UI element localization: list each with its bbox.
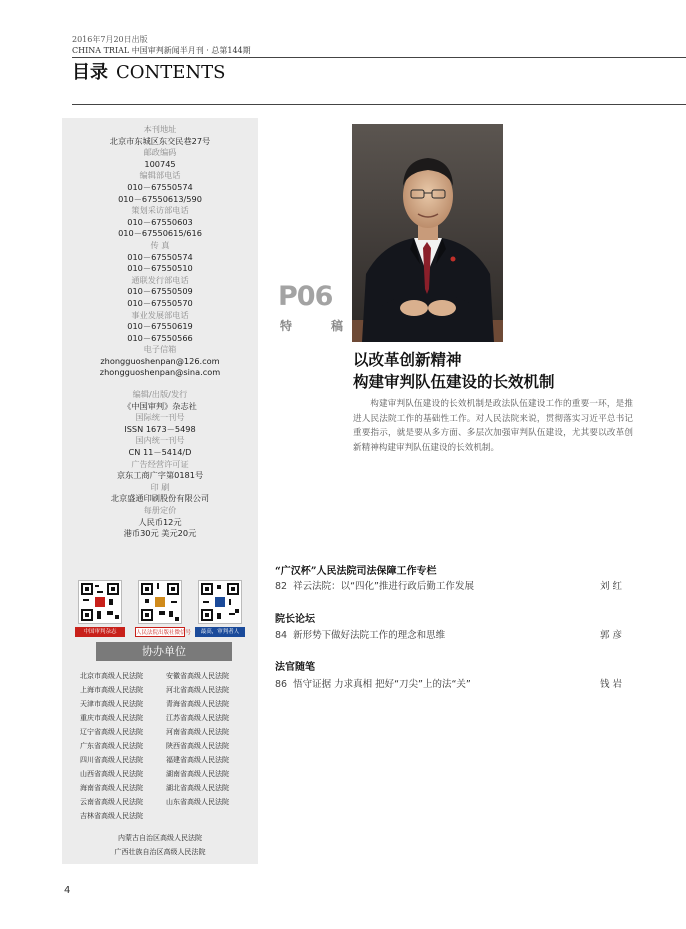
qr-code[interactable] [78,580,122,624]
info-value: 010－67550510 [127,263,193,274]
info-value: 010－67550574 [127,251,193,262]
qr-pattern-icon [79,581,121,623]
masthead-sidebar [62,118,258,864]
court-name: 山东省高级人民法院 [166,798,229,806]
info-label: 策划采访部电话 [131,205,189,216]
court-name: 内蒙古自治区高级人民法院 [118,834,202,842]
court-name: 北京市高级人民法院 [80,672,143,680]
court-list-extra [62,832,258,859]
masthead-info [62,124,258,540]
court-name: 辽宁省高级人民法院 [80,728,143,736]
court-name: 云南省高级人民法院 [80,798,143,806]
info-value: 010－67550570 [127,297,193,308]
qr-caption: 最高，审判者人 [195,627,245,637]
feature-summary: 构建审判队伍建设的长效机制是政法队伍建设工作的重要一环，是推进人民法院工作的基础性工作。对人民法院来说，贯彻落实习近平总书记重要指示，就是要从多方面、多层次加强审判队伍建设，尤其要以改革创新精神构建审判队伍建设的长效机制。 [353,399,633,453]
qr-caption: 中国审判杂志 [75,627,125,637]
toc-page-number: 86 [275,679,288,690]
toc-entry-title: 新形势下做好法院工作的理念和思维 [293,630,446,641]
pub-value: 人民币12元 [138,516,182,527]
contents-heading-cn: 目录 [72,62,108,83]
toc-entry-author: 郭 彦 [599,630,622,641]
toc-page-number: 82 [275,581,288,592]
court-name: 山西省高级人民法院 [80,770,143,778]
pub-value: CN 11－5414/D [128,447,192,458]
court-name: 陕西省高级人民法院 [166,742,229,750]
qr-caption: 人民法院出版社微信号 [135,627,185,637]
pub-label: 每册定价 [143,505,177,515]
qr-code[interactable] [138,580,182,624]
toc-section-heading: “广汉杯”人民法院司法保障工作专栏 [275,566,437,577]
pub-value: 港币30元 美元20元 [123,528,197,539]
info-label: 邮政编码 [143,147,177,158]
info-value: 010－67550574 [127,181,193,192]
qr-code-row [78,580,242,644]
court-name: 湖北省高级人民法院 [166,784,229,792]
toc-entry[interactable] [275,627,622,641]
pub-value: 北京盛通印刷股份有限公司 [110,493,210,504]
toc-entry[interactable] [275,578,622,592]
pub-value: ISSN 1673－5498 [124,423,196,434]
info-value: 010－67550566 [127,332,193,343]
court-name: 河北省高级人民法院 [166,686,229,694]
toc-entry-author: 钱 岩 [599,679,622,690]
court-name: 重庆市高级人民法院 [80,714,143,722]
toc-section-heading: 法官随笔 [275,662,315,673]
info-label: 事业发展部电话 [131,309,189,320]
pub-label: 广告经营许可证 [131,458,189,469]
feature-title[interactable]: 以改革创新精神 [353,350,462,369]
info-value: 010－67550619 [127,321,193,332]
info-value: 010－67550509 [127,286,193,297]
toc-entry-title: 祥云法院：以“四化”推进行政后勤工作发展 [293,581,474,592]
qr-code[interactable] [198,580,242,624]
info-label: 通联发行部电话 [131,274,189,285]
feature-title[interactable]: 构建审判队伍建设的长效机制 [353,372,555,391]
court-name: 上海市高级人民法院 [80,686,143,694]
court-name: 四川省高级人民法院 [80,756,143,764]
pub-label: 国际统一刊号 [135,412,185,423]
info-value: 北京市东城区东交民巷27号 [109,135,211,146]
info-value: 100745 [144,158,176,169]
feature-page-code: P06 [278,281,333,312]
toc-page-number: 84 [275,630,288,641]
toc-entry-author: 刘 红 [599,581,622,592]
header-rule-bottom [72,104,686,105]
qr-pattern-icon [199,581,241,623]
court-name: 海南省高级人民法院 [80,784,143,792]
info-value: zhongguoshenpan@126.com [100,355,220,366]
court-name: 安徽省高级人民法院 [166,672,229,680]
spacer [62,379,258,389]
info-value: 010－67550603 [127,216,193,227]
court-name: 福建省高级人民法院 [166,756,229,764]
court-name: 江苏省高级人民法院 [166,714,229,722]
co-organizers-heading: 协办单位 [96,642,232,661]
toc-section-heading: 院长论坛 [275,614,315,625]
info-value: 010－67550615/616 [118,228,202,239]
court-name: 广西壮族自治区高级人民法院 [114,847,206,856]
issue-date: 2016年7月20日出版 [72,35,148,44]
pub-label: 编辑/出版/发行 [132,389,188,400]
info-label: 电子信箱 [143,344,177,355]
court-name: 河南省高级人民法院 [166,728,229,736]
contents-heading-en: CONTENTS [116,62,226,83]
qr-pattern-icon [139,581,181,623]
feature-section-label: 稿 [331,319,344,333]
portrait-image [352,124,503,342]
court-name: 天津市高级人民法院 [80,700,143,708]
info-value: 010－67550613/590 [118,193,202,204]
info-label: 本刊地址 [143,124,177,134]
feature-section-label: 特 [280,319,293,333]
pub-value: 京东工商广字第0181号 [116,470,204,481]
contents-heading [72,58,226,84]
pub-label: 印 刷 [150,481,170,492]
magazine-name: CHINA TRIAL 中国审判新闻半月刊 · 总第144期 [72,46,251,55]
author-portrait [352,124,503,342]
court-name: 吉林省高级人民法院 [80,812,143,820]
info-label: 传 真 [150,239,170,250]
court-name: 湖南省高级人民法院 [166,770,229,778]
pub-value: 《中国审判》杂志社 [123,400,197,411]
court-name: 青海省高级人民法院 [166,700,229,708]
court-name: 广东省高级人民法院 [80,742,143,750]
toc-entry-title: 悟守证据 力求真相 把好“刀尖”上的法“关” [293,679,471,690]
pub-label: 国内统一刊号 [135,435,185,446]
info-value: zhongguoshenpan@sina.com [99,367,221,378]
info-label: 编辑部电话 [139,170,181,181]
page-number: 4 [64,885,71,896]
toc-entry[interactable] [275,676,622,690]
